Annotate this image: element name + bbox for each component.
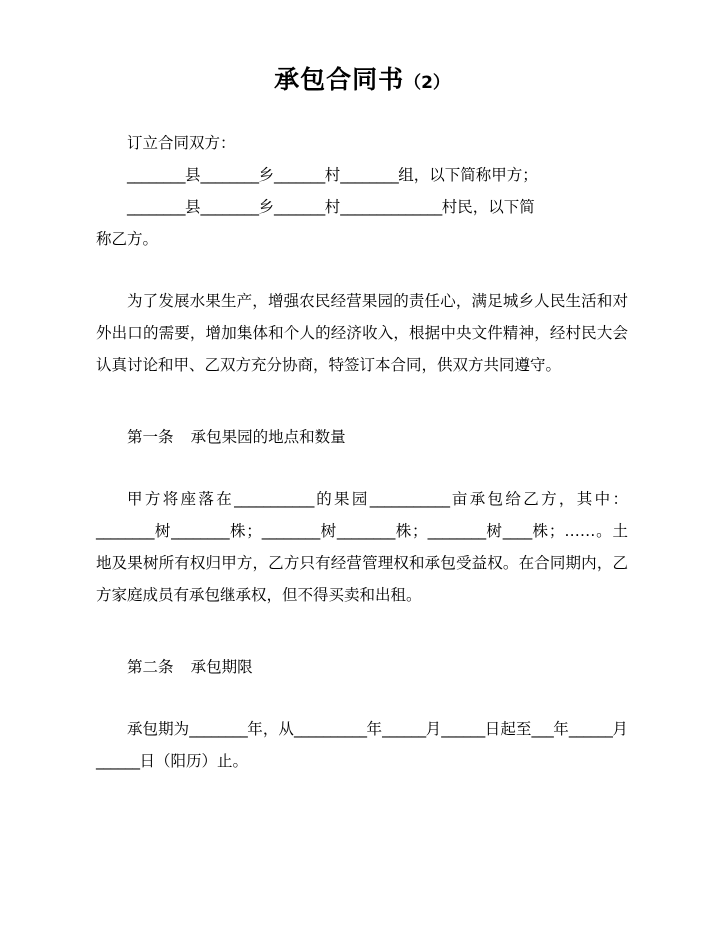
a2-text-5: 日起至 — [484, 720, 532, 738]
page-title — [96, 62, 628, 97]
spacer-before-article-1 — [96, 381, 628, 421]
party-a-county-label: 县 — [185, 166, 201, 184]
party-b-name-label: 村民，以下简 — [441, 198, 535, 216]
party-a-group-label: 组，以下简称甲方； — [398, 166, 538, 184]
a1-text-4: 树 — [154, 522, 172, 540]
parties-lead-line: 订立合同双方： — [127, 134, 236, 152]
party-a-group-blank: ________ — [340, 166, 399, 184]
a2-start-year-blank: __________ — [294, 720, 367, 738]
party-b-village-label: 村 — [324, 198, 341, 216]
a2-text-3: 年 — [366, 720, 383, 738]
party-b-township-blank: ________ — [200, 198, 259, 216]
a1-text-8: 树 — [485, 522, 503, 540]
spacer-after-article-1-heading — [96, 453, 628, 483]
party-b-name-blank: ______________ — [340, 198, 442, 216]
a2-text-4: 月 — [425, 720, 442, 738]
a2-text-7: 月 — [612, 720, 628, 738]
a2-end-month-blank: ______ — [568, 720, 613, 738]
a1-tree3-kind-blank: ________ — [427, 522, 486, 540]
party-b-county-label: 县 — [185, 198, 201, 216]
a1-text-9: 株；……。土地及果树所有权归甲方，乙方只有经营管理权和承包受益权。在合同期内，乙方家庭成员有承包继承权，但不得买卖和出租。 — [96, 522, 628, 604]
a1-text-6: 树 — [319, 522, 337, 540]
party-b-village-blank: _______ — [274, 198, 325, 216]
a1-text-5: 株； — [229, 522, 262, 540]
a2-text-1: 承包期为 — [127, 720, 190, 738]
party-a-village-label: 村 — [324, 166, 341, 184]
a2-start-day-blank: ______ — [441, 720, 485, 738]
a2-text-2: 年，从 — [247, 720, 294, 738]
a1-text-3: 亩承包给乙方，其中： — [449, 490, 628, 508]
a1-tree2-kind-blank: ________ — [261, 522, 320, 540]
a2-term-years-blank: ________ — [189, 720, 248, 738]
a2-text-8: 日（阳历）止。 — [139, 752, 249, 770]
a2-text-6: 年 — [553, 720, 569, 738]
a1-tree1-count-blank: ________ — [171, 522, 230, 540]
a1-text-7: 株； — [394, 522, 428, 540]
a1-text-1: 甲方将座落在 — [127, 490, 235, 508]
party-a-village-blank: _______ — [274, 166, 325, 184]
article-2-heading — [96, 651, 628, 683]
a1-area-blank: ___________ — [369, 490, 450, 508]
party-b-line — [96, 191, 628, 223]
page-title-suffix: （2） — [404, 73, 450, 93]
spacer-before-preamble — [96, 255, 628, 285]
spacer-after-title — [96, 97, 628, 127]
spacer-before-article-2 — [96, 611, 628, 651]
article-1-title: 承包果园的地点和数量 — [190, 428, 346, 446]
party-b-county-blank: ________ — [127, 198, 185, 216]
a1-tree3-count-blank: ____ — [502, 522, 532, 540]
article-1-number: 第一条 — [127, 428, 174, 446]
article-2-number: 第二条 — [127, 658, 174, 676]
party-b-township-label: 乡 — [258, 198, 275, 216]
party-a-county-blank: ________ — [127, 166, 185, 184]
party-a-township-label: 乡 — [258, 166, 275, 184]
article-2-body — [96, 713, 628, 777]
article-1-heading — [96, 421, 628, 453]
a1-tree2-count-blank: ________ — [336, 522, 395, 540]
party-a-township-blank: ________ — [200, 166, 259, 184]
a2-start-month-blank: ______ — [382, 720, 426, 738]
party-a-line — [96, 159, 628, 191]
a1-location-blank: ___________ — [234, 490, 314, 508]
preamble-paragraph: 为了发展水果生产，增强农民经营果园的责任心，满足城乡人民生活和对外出口的需要，增加集体和个人的经济收入，根据中央文件精神，经村民大会认真讨论和甲、乙双方充分协商，特签订本合同，供双方共同遵守。 — [96, 292, 628, 374]
article-2-title: 承包期限 — [190, 658, 253, 676]
spacer-after-article-2-heading — [96, 683, 628, 713]
a2-end-year-blank: ___ — [531, 720, 554, 738]
a2-end-day-blank: ______ — [96, 752, 140, 770]
a1-tree1-kind-blank: ________ — [96, 522, 154, 540]
a1-text-2: 的果园 — [313, 490, 370, 508]
page-title-text: 承包合同书 — [274, 65, 405, 94]
article-1-body — [96, 483, 628, 611]
party-b-continuation: 称乙方。 — [96, 230, 159, 248]
